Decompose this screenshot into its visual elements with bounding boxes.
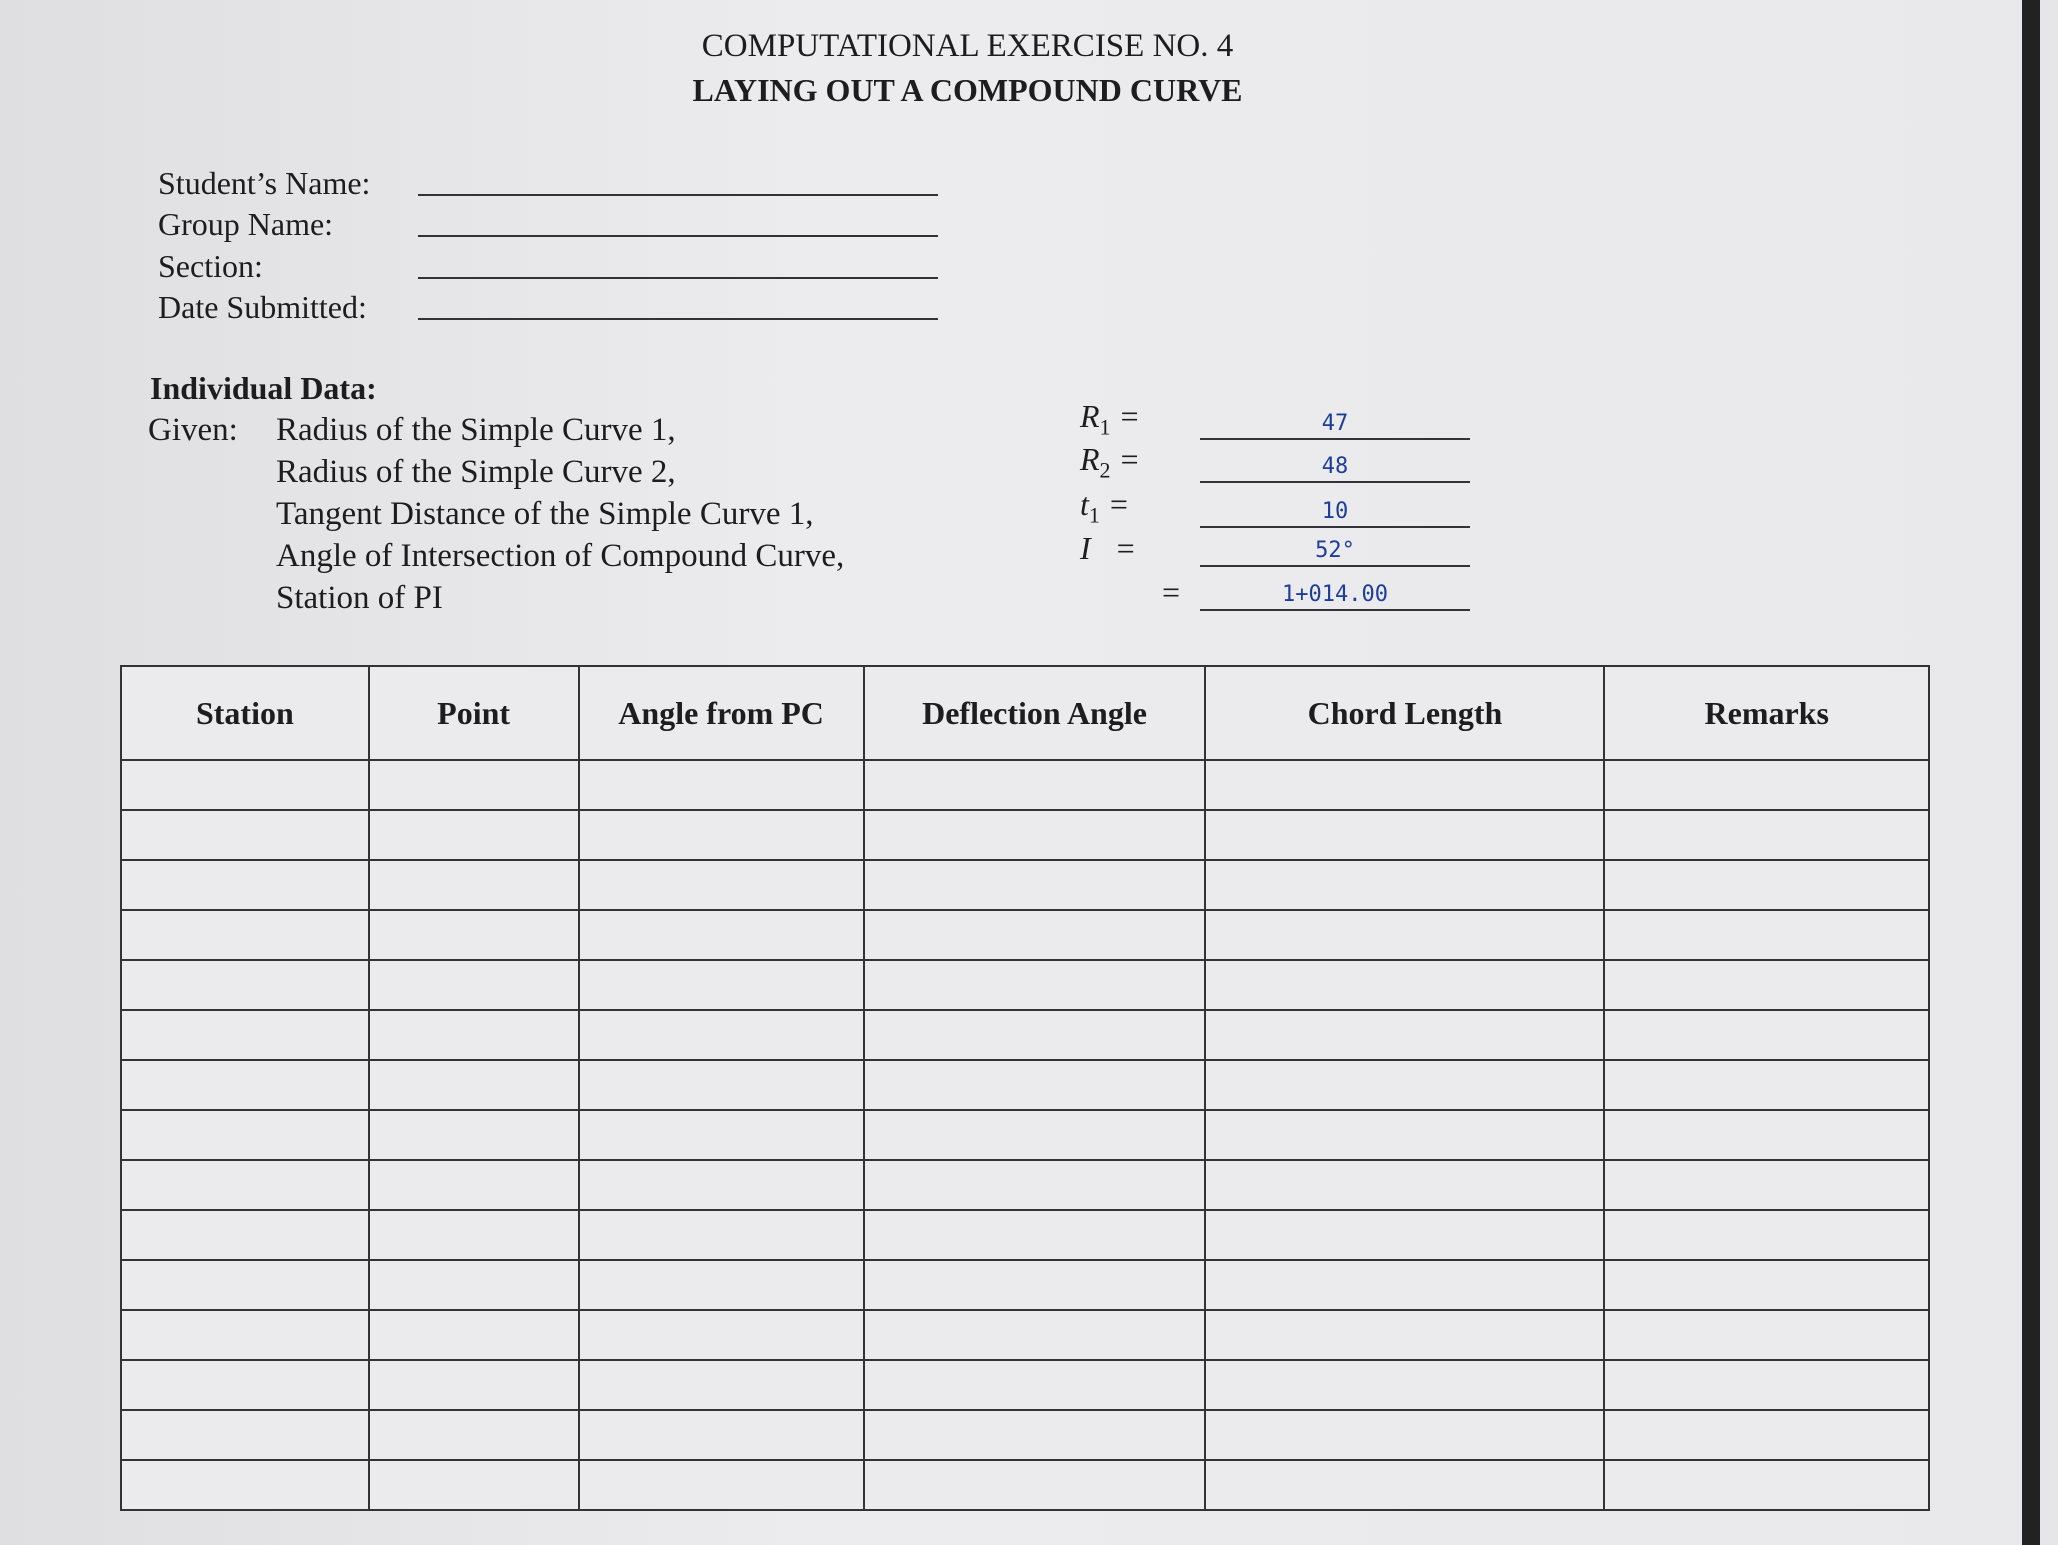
table-cell[interactable] (1604, 760, 1929, 810)
given-block (148, 412, 845, 616)
table-row (121, 1060, 1929, 1110)
i-value[interactable]: 52° (1200, 538, 1470, 567)
table-cell[interactable] (1604, 960, 1929, 1010)
table-cell[interactable] (121, 1260, 369, 1310)
given-label: Given: (148, 412, 238, 448)
table-row (121, 760, 1929, 810)
col-angle-from-pc: Angle from PC (579, 666, 864, 760)
i-row (1080, 530, 1470, 567)
table-row (121, 1260, 1929, 1310)
table-cell[interactable] (1205, 1210, 1604, 1260)
table-cell[interactable] (121, 760, 369, 810)
table-cell[interactable] (1604, 1110, 1929, 1160)
blank-line (418, 234, 938, 237)
table-cell[interactable] (864, 1110, 1206, 1160)
table-cell[interactable] (579, 1410, 864, 1460)
r1-row (1080, 398, 1470, 440)
table-cell[interactable] (579, 1060, 864, 1110)
table-cell[interactable] (121, 1360, 369, 1410)
r2-row (1080, 441, 1470, 483)
table-cell[interactable] (121, 1160, 369, 1210)
table-cell[interactable] (369, 1060, 579, 1110)
field-label: Group Name: (158, 206, 334, 242)
table-cell[interactable] (864, 1360, 1206, 1410)
symbol: $R_1$ = (1080, 398, 1141, 440)
col-remarks: Remarks (1604, 666, 1929, 760)
table-cell[interactable] (121, 1210, 369, 1260)
given-item: Radius of the Simple Curve 1, (276, 412, 676, 448)
symbol: = (1161, 574, 1180, 610)
table-row (121, 910, 1929, 960)
table-cell[interactable] (1205, 960, 1604, 1010)
table-cell[interactable] (121, 910, 369, 960)
table-cell[interactable] (369, 1260, 579, 1310)
col-deflection-angle: Deflection Angle (864, 666, 1206, 760)
table-row (121, 810, 1929, 860)
table-cell[interactable] (1205, 760, 1604, 810)
table-cell[interactable] (1205, 810, 1604, 860)
table-cell[interactable] (864, 760, 1206, 810)
r2-value[interactable]: 48 (1200, 454, 1470, 483)
table-cell[interactable] (369, 960, 579, 1010)
table-cell[interactable] (369, 1460, 579, 1510)
table-row (121, 1110, 1929, 1160)
table-cell[interactable] (1205, 1160, 1604, 1210)
field-label: Date Submitted: (158, 289, 367, 325)
table-cell[interactable] (864, 1160, 1206, 1210)
screen-edge (2022, 0, 2040, 1545)
individual-data-heading: Individual Data: (150, 370, 377, 406)
table-cell[interactable] (1205, 1360, 1604, 1410)
symbol: I = (1080, 530, 1137, 566)
given-item: Station of PI (276, 580, 443, 616)
table-cell[interactable] (1604, 910, 1929, 960)
table-cell[interactable] (121, 1060, 369, 1110)
section-field[interactable] (158, 248, 938, 285)
symbol: $t_1$ = (1080, 486, 1130, 528)
field-label: Section: (158, 248, 263, 284)
table-cell[interactable] (1604, 860, 1929, 910)
table-row (121, 860, 1929, 910)
table-cell[interactable] (864, 1460, 1206, 1510)
table-cell[interactable] (1205, 1110, 1604, 1160)
table-cell[interactable] (864, 1210, 1206, 1260)
group-name-field[interactable] (158, 206, 938, 243)
table-cell[interactable] (864, 1310, 1206, 1360)
table-cell[interactable] (1205, 910, 1604, 960)
table-cell[interactable] (121, 960, 369, 1010)
table-cell[interactable] (121, 1410, 369, 1460)
table-cell[interactable] (1205, 1010, 1604, 1060)
table-cell[interactable] (864, 1410, 1206, 1460)
table-cell[interactable] (1604, 1260, 1929, 1310)
table-cell[interactable] (579, 960, 864, 1010)
table-row (121, 1310, 1929, 1360)
table-cell[interactable] (1604, 1310, 1929, 1360)
table-cell[interactable] (121, 1110, 369, 1160)
station-pi-value[interactable]: 1+014.00 (1200, 582, 1470, 611)
table-cell[interactable] (579, 760, 864, 810)
table-cell[interactable] (121, 860, 369, 910)
given-item: Tangent Distance of the Simple Curve 1, (276, 496, 814, 532)
symbol: $R_2$ = (1080, 441, 1141, 483)
field-label: Student’s Name: (158, 165, 371, 201)
r1-value[interactable]: 47 (1200, 411, 1470, 440)
table-cell[interactable] (369, 1160, 579, 1210)
table-cell[interactable] (369, 1110, 579, 1160)
station-pi-row (1080, 574, 1470, 611)
table-row (121, 1410, 1929, 1460)
t1-value[interactable]: 10 (1200, 499, 1470, 528)
col-point: Point (369, 666, 579, 760)
student-name-field[interactable] (158, 165, 938, 202)
table-cell[interactable] (1604, 1360, 1929, 1410)
table-cell[interactable] (579, 1260, 864, 1310)
table-cell[interactable] (369, 1310, 579, 1360)
table-cell[interactable] (864, 1060, 1206, 1110)
table-row (121, 1010, 1929, 1060)
blank-line (418, 193, 938, 196)
given-item: Radius of the Simple Curve 2, (276, 454, 676, 490)
table-cell[interactable] (579, 1110, 864, 1160)
table-cell[interactable] (121, 1310, 369, 1360)
blank-line (418, 317, 938, 320)
table-cell[interactable] (579, 1160, 864, 1210)
table-cell[interactable] (1604, 1410, 1929, 1460)
table-cell[interactable] (121, 810, 369, 860)
table-cell[interactable] (1604, 1210, 1929, 1260)
table-cell[interactable] (369, 810, 579, 860)
blank-line (418, 276, 938, 279)
table-cell[interactable] (1604, 1060, 1929, 1110)
table-cell[interactable] (864, 960, 1206, 1010)
table-cell[interactable] (369, 910, 579, 960)
table-cell[interactable] (121, 1460, 369, 1510)
table-cell[interactable] (579, 1310, 864, 1360)
table-row (121, 960, 1929, 1010)
table-cell[interactable] (864, 860, 1206, 910)
table-cell[interactable] (369, 1210, 579, 1260)
t1-row (1080, 486, 1470, 528)
table-cell[interactable] (1205, 1260, 1604, 1310)
table-cell[interactable] (1604, 1160, 1929, 1210)
table-cell[interactable] (369, 1410, 579, 1460)
table-cell[interactable] (579, 860, 864, 910)
exercise-title: LAYING OUT A COMPOUND CURVE (692, 72, 1243, 108)
table-cell[interactable] (1604, 810, 1929, 860)
table-cell[interactable] (1205, 1410, 1604, 1460)
table-cell[interactable] (579, 910, 864, 960)
table-row (121, 1460, 1929, 1510)
table-cell[interactable] (369, 1010, 579, 1060)
computation-table (120, 665, 1930, 1511)
table-cell[interactable] (369, 1360, 579, 1410)
table-cell[interactable] (579, 1360, 864, 1410)
table-cell[interactable] (864, 810, 1206, 860)
table-cell[interactable] (579, 1210, 864, 1260)
table-cell[interactable] (1604, 1010, 1929, 1060)
table-row (121, 1160, 1929, 1210)
given-item: Angle of Intersection of Compound Curve, (276, 538, 845, 574)
table-cell[interactable] (579, 1460, 864, 1510)
table-cell[interactable] (369, 860, 579, 910)
table-cell[interactable] (1604, 1460, 1929, 1510)
table-cell[interactable] (1205, 1060, 1604, 1110)
table-cell[interactable] (1205, 1460, 1604, 1510)
table-cell[interactable] (864, 910, 1206, 960)
table-cell[interactable] (579, 810, 864, 860)
table-row (121, 1210, 1929, 1260)
table-row (121, 1360, 1929, 1410)
table-cell[interactable] (121, 1010, 369, 1060)
table-cell[interactable] (369, 760, 579, 810)
exercise-number: COMPUTATIONAL EXERCISE NO. 4 (701, 28, 1234, 64)
col-station: Station (121, 666, 369, 760)
table-cell[interactable] (864, 1010, 1206, 1060)
table-cell[interactable] (579, 1010, 864, 1060)
date-submitted-field[interactable] (158, 289, 938, 326)
table-cell[interactable] (864, 1260, 1206, 1310)
table-cell[interactable] (1205, 860, 1604, 910)
table-cell[interactable] (1205, 1310, 1604, 1360)
col-chord-length: Chord Length (1205, 666, 1604, 760)
